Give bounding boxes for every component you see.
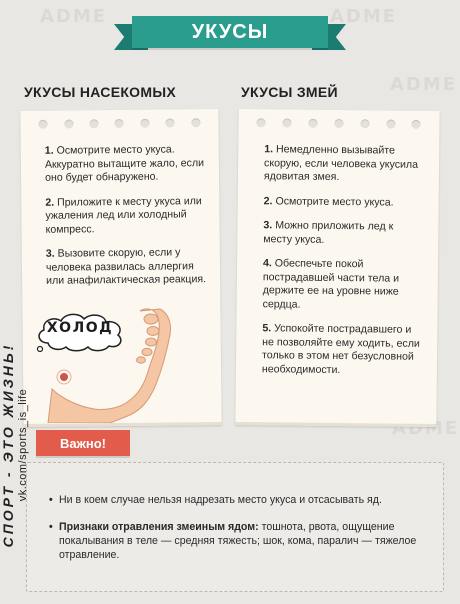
watermark: ADME <box>390 74 458 95</box>
list-item: 3. Вызовите скорую, если у человека развилась аллергия или анафилактическая реакция. <box>45 246 207 287</box>
card-holes <box>20 109 218 129</box>
cold-compress-illustration <box>30 305 220 423</box>
list-item: 2. Осмотрите место укуса. <box>263 194 394 209</box>
list-item: 1. Осмотрите место укуса. Аккуратно вытащите жало, если оно будет обнаружено. <box>44 143 205 184</box>
important-box <box>26 462 444 592</box>
list-item: 4. Обеспечьте покой пострадавшей части тела и держите ее на уровне ниже сердца. <box>262 257 400 311</box>
card-holes <box>238 109 439 129</box>
watermark: ADME <box>330 6 398 27</box>
watermark: ADME <box>40 6 108 27</box>
leg-icon <box>30 305 220 423</box>
important-badge: Важно! <box>36 430 130 456</box>
insects-steps <box>21 127 221 289</box>
insects-header: УКУСЫ НАСЕКОМЫХ <box>24 84 176 100</box>
list-item: 1. Немедленно вызывайте скорую, если человека укусила ядовитая змея. <box>263 143 419 184</box>
list-item: • Ни в коем случае нельзя надрезать место укуса и отсасывать яд. <box>49 493 429 507</box>
snakes-card <box>235 109 439 427</box>
list-item: 3. Можно приложить лед к месту укуса. <box>263 219 394 246</box>
title-ribbon <box>0 12 460 56</box>
list-item: 2. Приложите к месту укуса или ужаления лед или холодный компресс. <box>45 194 202 236</box>
page-title: УКУСЫ <box>132 16 328 48</box>
list-item: • Признаки отравления змеиным ядом: тошнота, рвота, ощущение покалывания в теле — средняя тяжесть; шок, кома, паралич — тяжелое отравление. <box>49 520 429 562</box>
side-slogan: СПОРТ - ЭТО ЖИЗНЬ! <box>0 342 16 548</box>
watermark: ADME <box>392 418 460 439</box>
snakes-steps <box>236 127 440 378</box>
list-item: 5. Успокойте пострадавшего и не позволяйте ему ходить, если только в этом нет безусловной необходимости. <box>261 322 420 376</box>
side-link[interactable]: vk.com/sports_is_life <box>16 388 29 502</box>
snakes-header: УКУСЫ ЗМЕЙ <box>241 84 338 100</box>
cold-label: ХОЛОД <box>46 320 114 336</box>
